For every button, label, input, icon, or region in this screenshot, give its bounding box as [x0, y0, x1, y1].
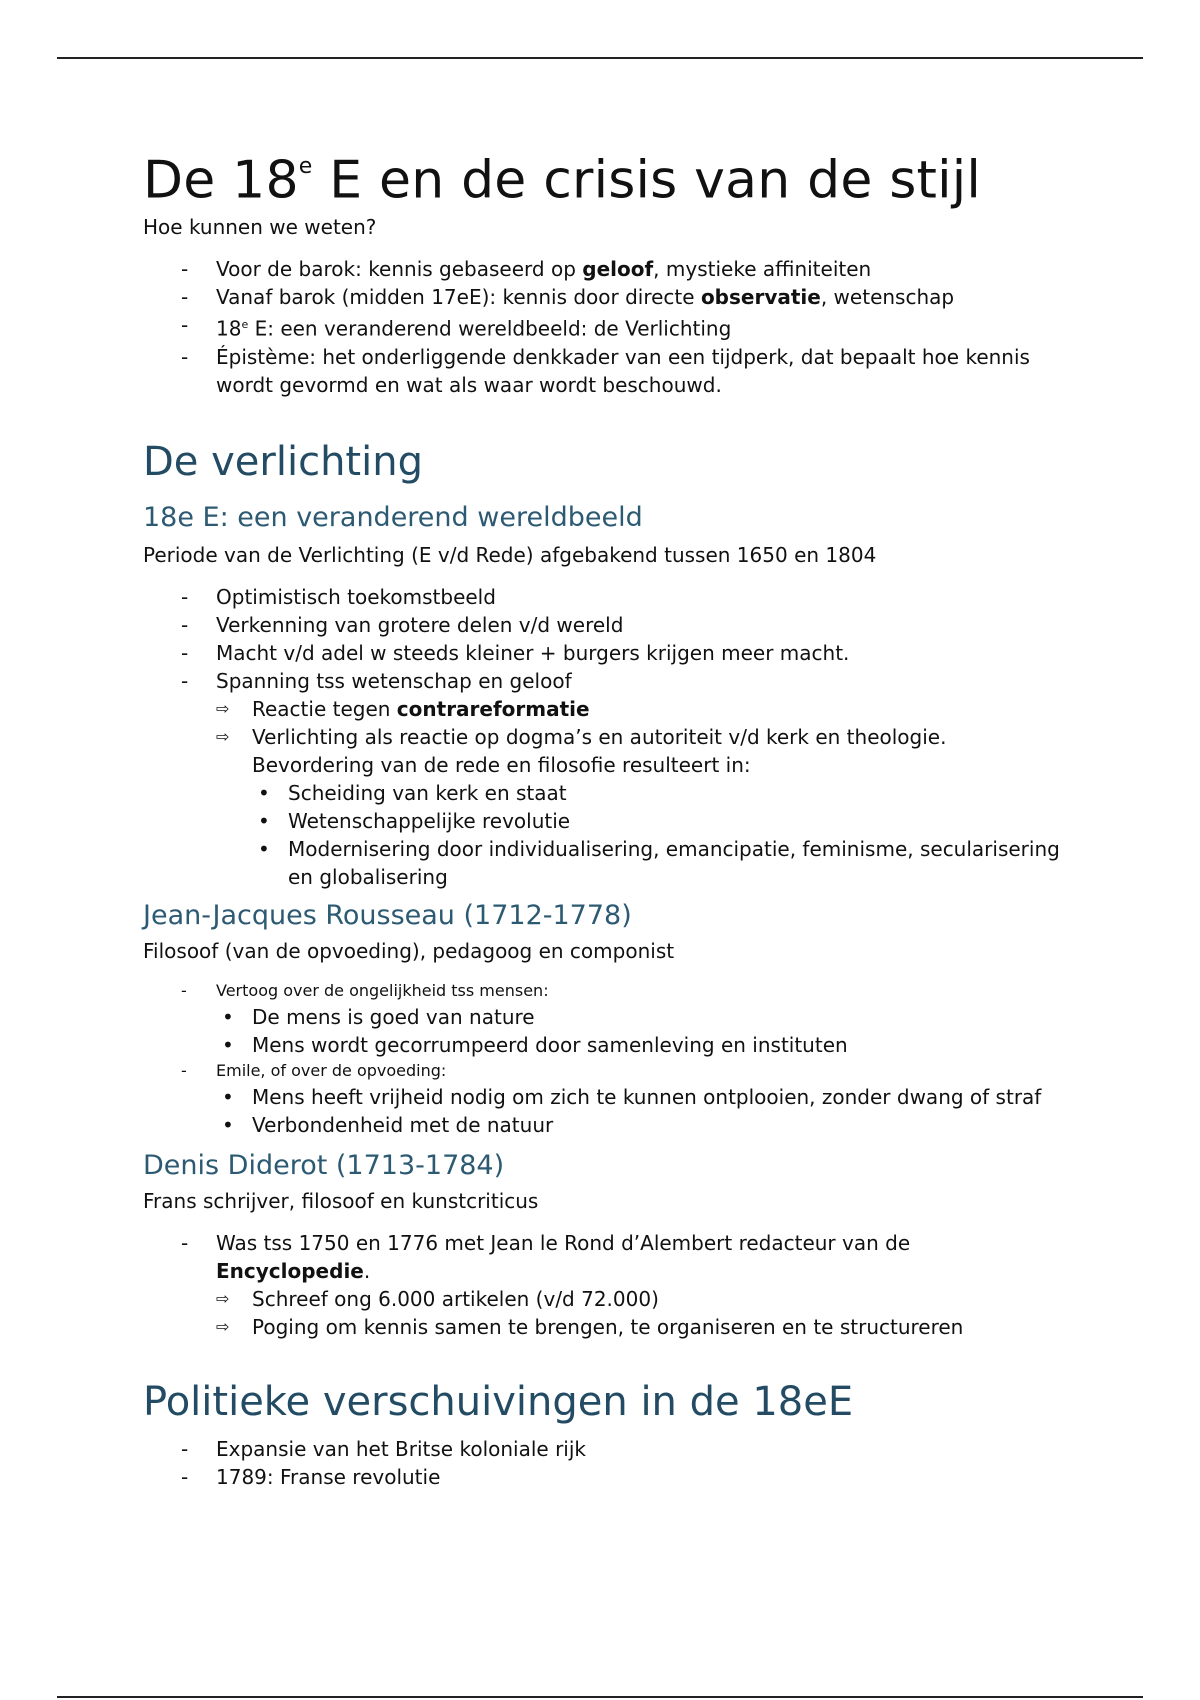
- arrow-icon: ⇨: [216, 1316, 230, 1336]
- diderot-intro: Frans schrijver, filosoof en kunstcriticus: [143, 1188, 539, 1213]
- bullet-list: [252, 779, 1063, 891]
- list-item: - Vertoog over de ongelijkheid tss mensen: • De mens is goed van nature • Mens wordt gecorrumpeerd door samenleving en instituten: [143, 979, 1063, 1059]
- subheading-rousseau: Jean-Jacques Rousseau (1712-1778): [143, 899, 632, 931]
- diderot-list: [143, 1229, 1063, 1341]
- intro-list: [143, 255, 1063, 399]
- verlichting-list: [143, 583, 1063, 891]
- bullet-item: • De mens is goed van nature: [222, 1004, 535, 1029]
- list-item: - Macht v/d adel w steeds kleiner + burgers krijgen meer macht.: [181, 640, 850, 665]
- document-page: [143, 138, 1063, 1491]
- bullet-item: • Mens wordt gecorrumpeerd door samenleving en instituten: [222, 1032, 848, 1057]
- bullet-item: • Mens heeft vrijheid nodig om zich te kunnen ontplooien, zonder dwang of straf: [222, 1084, 1042, 1109]
- intro-question: Hoe kunnen we weten?: [143, 215, 377, 240]
- section-heading-verlichting: De verlichting: [143, 438, 423, 485]
- arrow-item: ⇨ Verlichting als reactie op dogma’s en autoriteit v/d kerk en theologie. Bevordering van de rede en filosofie resulteert in: • Scheiding van kerk en staat • Wetenschappelijke revolutie • Modernisering door individualisering, emancipatie, feminisme, secularisering en globalisering: [216, 723, 1063, 891]
- rousseau-intro: Filosoof (van de opvoeding), pedagoog en componist: [143, 938, 675, 963]
- list-item: - Épistème: het onderliggende denkkader van een tijdperk, dat bepaalt hoe kennis wordt gevormd en wat als waar wordt beschouwd.: [181, 344, 1030, 397]
- arrow-icon: ⇨: [216, 698, 230, 718]
- bullet-item: • Verbondenheid met de natuur: [222, 1112, 554, 1137]
- arrow-list: [216, 1285, 1063, 1341]
- bullet-item: • Wetenschappelijke revolutie: [258, 808, 571, 833]
- bullet-icon: •: [222, 1084, 234, 1109]
- list-item: - Verkenning van grotere delen v/d wereld: [181, 612, 624, 637]
- arrow-icon: ⇨: [216, 1288, 230, 1308]
- bullet-icon: •: [258, 836, 270, 861]
- bullet-icon: •: [258, 780, 270, 805]
- subheading-diderot: Denis Diderot (1713-1784): [143, 1149, 505, 1181]
- arrow-item: ⇨ Schreef ong 6.000 artikelen (v/d 72.000): [216, 1286, 659, 1311]
- arrow-list: [216, 695, 1063, 891]
- bullet-list: [216, 1083, 1063, 1139]
- rousseau-list: [143, 979, 1063, 1139]
- section-heading-politiek: Politieke verschuivingen in de 18eE: [143, 1378, 854, 1425]
- top-rule: [57, 57, 1143, 59]
- bullet-icon: •: [222, 1032, 234, 1057]
- list-item: - Optimistisch toekomstbeeld: [181, 584, 496, 609]
- bullet-item: • Modernisering door individualisering, emancipatie, feminisme, secularisering en globalisering: [258, 836, 1060, 889]
- arrow-item: ⇨ Poging om kennis samen te brengen, te organiseren en te structureren: [216, 1314, 964, 1339]
- list-item: - 1789: Franse revolutie: [181, 1464, 441, 1489]
- bullet-item: • Scheiding van kerk en staat: [258, 780, 567, 805]
- list-item: - Emile, of over de opvoeding: • Mens heeft vrijheid nodig om zich te kunnen ontplooien, zonder dwang of straf • Verbondenheid met de natuur: [143, 1059, 1063, 1139]
- list-item: - Spanning tss wetenschap en geloof ⇨ Reactie tegen contrareformatie ⇨ Verlichting als reactie op dogma’s en autoriteit v/d kerk en theologie. Bevordering van de rede en filosofie resulteert in: • Scheiding van kerk en staat • Wetenschappelijke revolutie • Modernisering door individualisering, emancipatie, feminisme, secularisering en globalisering: [143, 667, 1063, 891]
- bullet-icon: •: [222, 1112, 234, 1137]
- list-item: - 18e E: een veranderend wereldbeeld: de Verlichting: [181, 313, 732, 341]
- list-item: - Was tss 1750 en 1776 met Jean le Rond d’Alembert redacteur van de Encyclopedie. ⇨ Schreef ong 6.000 artikelen (v/d 72.000) ⇨ Poging om kennis samen te brengen, te organiseren en te structureren: [143, 1229, 1063, 1341]
- arrow-item: ⇨ Reactie tegen contrareformatie: [216, 696, 590, 721]
- bullet-list: [216, 1003, 1063, 1059]
- arrow-icon: ⇨: [216, 726, 230, 746]
- bottom-rule: [57, 1696, 1143, 1698]
- verlichting-intro: Periode van de Verlichting (E v/d Rede) afgebakend tussen 1650 en 1804: [143, 542, 877, 567]
- page-title: De 18e E en de crisis van de stijl: [143, 150, 982, 211]
- list-item: - Vanaf barok (midden 17eE): kennis door directe observatie, wetenschap: [181, 285, 955, 310]
- subheading-wereldbeeld: 18e E: een veranderend wereldbeeld: [143, 501, 643, 533]
- bullet-icon: •: [258, 808, 270, 833]
- list-item: - Voor de barok: kennis gebaseerd op geloof, mystieke affiniteiten: [181, 257, 872, 282]
- list-item: - Expansie van het Britse koloniale rijk: [181, 1436, 586, 1461]
- bullet-icon: •: [222, 1004, 234, 1029]
- politiek-list: [143, 1435, 1063, 1491]
